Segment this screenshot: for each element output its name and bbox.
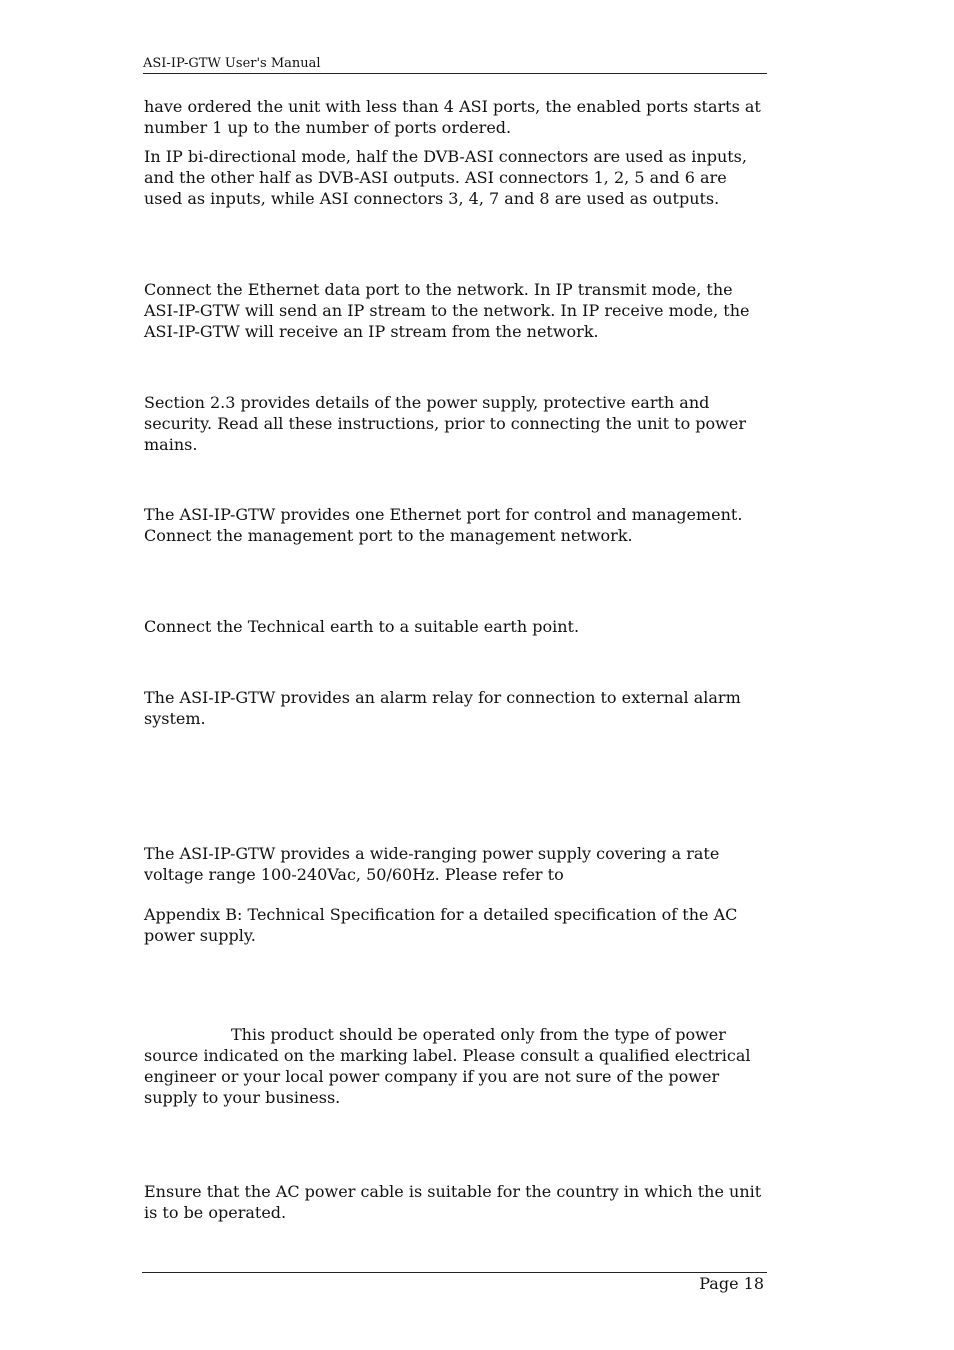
paragraph-power-supply: The ASI-IP-GTW provides a wide-ranging power supply covering a rate voltage range 100-240Vac, 50/60Hz. Please refer to — [144, 844, 720, 884]
paragraph-power-source-text: This product should be operated only from the type of power source indicated on the marking label. Please consult a qualified electrical engineer or your local power company if you are not sure of the power supply to your business. — [144, 1025, 751, 1107]
footer-rule — [142, 1272, 767, 1273]
paragraph-management-port: The ASI-IP-GTW provides one Ethernet port for control and management. Connect the management port to the management network. — [144, 505, 743, 545]
paragraph-power-section: Section 2.3 provides details of the power supply, protective earth and security. Read all these instructions, prior to connecting the unit to power mains. — [144, 393, 746, 454]
paragraph-alarm-relay: The ASI-IP-GTW provides an alarm relay for connection to external alarm system. — [144, 688, 741, 728]
paragraph-asi-ports: have ordered the unit with less than 4 ASI ports, the enabled ports starts at number 1 up to the number of ports ordered. — [144, 97, 761, 137]
paragraph-bidirectional-mode: In IP bi-directional mode, half the DVB-ASI connectors are used as inputs, and the other half as DVB-ASI outputs. ASI connectors 1, 2, 5 and 6 are used as inputs, while ASI connectors 3, 4, 7 and 8 are used as outputs. — [144, 147, 747, 208]
paragraph-power-source — [144, 1024, 766, 1108]
paragraph-power-cable: Ensure that the AC power cable is suitable for the country in which the unit is to be operated. — [144, 1182, 762, 1222]
paragraph-ethernet-data: Connect the Ethernet data port to the network. In IP transmit mode, the ASI-IP-GTW will send an IP stream to the network. In IP receive mode, the ASI-IP-GTW will receive an IP stream from the network. — [144, 280, 750, 341]
paragraph-appendix-ref: Appendix B: Technical Specification for a detailed specification of the AC power supply. — [144, 905, 738, 945]
page-number: Page 18 — [699, 1274, 764, 1293]
running-header: ASI-IP-GTW User's Manual — [143, 56, 767, 74]
paragraph-technical-earth: Connect the Technical earth to a suitable earth point. — [144, 617, 580, 636]
